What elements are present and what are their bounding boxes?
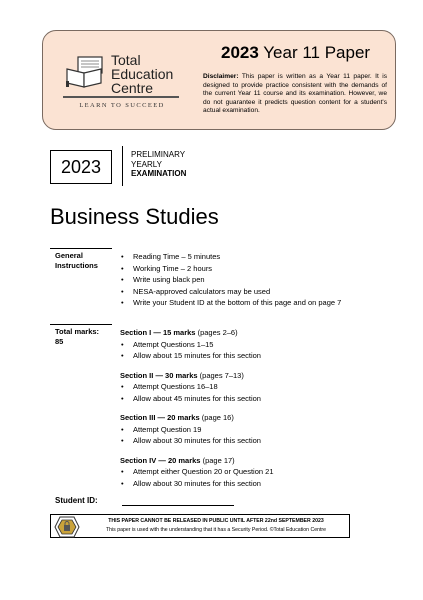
sections-list [120, 327, 350, 489]
exam-type [131, 150, 186, 179]
list-item: • Attempt Questions 16–18 [120, 381, 350, 393]
section-pages: (page 17) [200, 455, 235, 465]
section-heading [120, 455, 350, 467]
section-heading [120, 327, 350, 339]
logo-text [111, 53, 173, 95]
disclaimer-text: This paper is written as a Year 11 paper. It is designed to provide practice consistent with the demands of the current Year 11 course and its examination. However, we do not guarantee it predicts question content for a student's actual examination. [203, 73, 388, 115]
footer-security-note: This paper is used with the understanding that it has a Security Period. ©Total Education Centre [105, 527, 327, 533]
list-item: • Write your Student ID at the bottom of this page and on page 7 [120, 297, 350, 309]
list-item: • NESA-approved calculators may be used [120, 286, 350, 298]
section-marks: — 15 marks [153, 328, 196, 337]
total-marks-value: 85 [55, 337, 64, 346]
marks-rule [50, 324, 112, 325]
paper-title [221, 43, 370, 63]
section-pages: (page 16) [199, 413, 234, 422]
list-item: • Attempt Question 19 [120, 424, 350, 436]
logo-rule [63, 96, 179, 98]
list-item: • Write using black pen [120, 274, 350, 286]
exam-year-box: 2023 [50, 150, 112, 184]
section-gap [120, 447, 350, 455]
section-items [120, 381, 350, 404]
paper-label: Year 11 Paper [263, 43, 371, 62]
logo [61, 51, 181, 121]
section-gap [120, 404, 350, 412]
disclaimer [203, 73, 387, 116]
logo-tagline: LEARN TO SUCCEED [79, 102, 165, 109]
general-label-line-1: General [55, 251, 83, 260]
list-item: • Attempt Questions 1–15 [120, 339, 350, 351]
student-id-label: Student ID: [55, 496, 98, 505]
section-marks: — 30 marks [155, 370, 198, 380]
section-items [120, 466, 350, 489]
total-marks-label [55, 327, 99, 347]
section-title: Section II [120, 370, 154, 380]
section-pages: (pages 2–6) [195, 328, 238, 337]
section-gap [120, 362, 350, 370]
list-item: • Allow about 30 minutes for this section [120, 435, 350, 447]
footer-release-notice: THIS PAPER CANNOT BE RELEASED IN PUBLIC UNTIL AFTER 22nd SEPTEMBER 2023 [108, 518, 324, 524]
section-block [120, 370, 350, 405]
list-item: • Attempt either Question 20 or Question 21 [120, 466, 350, 478]
logo-line-2: Education [111, 66, 174, 82]
section-block [120, 412, 350, 447]
open-book-icon [65, 55, 105, 89]
header-box [42, 30, 396, 130]
exam-type-line-1: PRELIMINARY [131, 150, 186, 159]
section-marks: — 20 marks [157, 413, 200, 422]
section-title: Section IV [120, 455, 157, 465]
disclaimer-label: Disclaimer: [203, 73, 239, 80]
security-footer [50, 514, 350, 538]
general-instructions [120, 251, 350, 309]
exam-type-line-3: EXAMINATION [131, 169, 187, 178]
section-title: Section III [120, 413, 156, 422]
section-title: Section I [120, 328, 152, 337]
section-pages: (pages 7–13) [197, 370, 244, 380]
section-items [120, 339, 350, 362]
student-id-field[interactable] [122, 505, 234, 506]
logo-line-3: Centre [111, 80, 154, 96]
subject-title: Business Studies [50, 204, 219, 229]
paper-year: 2023 [221, 43, 259, 62]
section-block [120, 327, 350, 362]
general-label-line-2: Instructions [55, 261, 98, 270]
logo-line-1: Total [111, 52, 141, 68]
general-instructions-list [120, 251, 350, 309]
section-heading [120, 412, 350, 424]
total-marks-label-line-1: Total marks: [55, 327, 100, 336]
list-item: • Working Time – 2 hours [120, 263, 350, 275]
list-item: • Allow about 30 minutes for this section [120, 478, 350, 490]
section-items [120, 424, 350, 447]
general-label [55, 251, 98, 271]
vertical-divider [122, 146, 123, 186]
exam-type-line-2: YEARLY [131, 159, 162, 169]
list-item: • Reading Time – 5 minutes [120, 251, 350, 263]
list-item: • Allow about 45 minutes for this section [120, 393, 350, 405]
section-block [120, 455, 350, 490]
section-heading [120, 370, 350, 382]
section-marks: — 20 marks [158, 455, 201, 465]
list-item: • Allow about 15 minutes for this section [120, 350, 350, 362]
general-rule [50, 248, 112, 249]
security-shield-icon [54, 516, 80, 538]
